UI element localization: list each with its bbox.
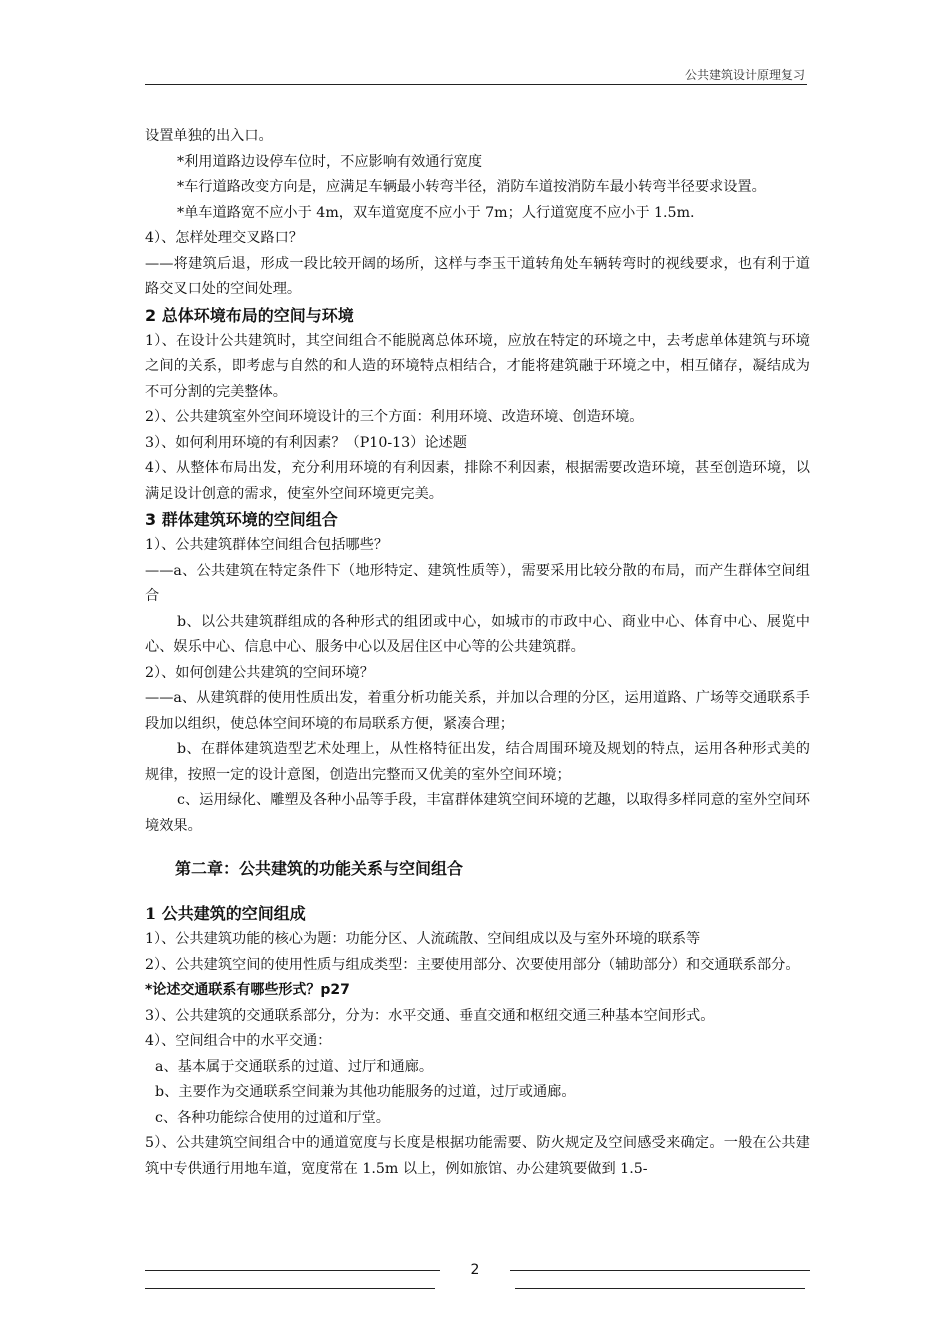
question-heading: *论述交通联系有哪些形式？p27: [145, 982, 350, 998]
section-heading: 2 总体环境布局的空间与环境: [145, 305, 354, 325]
paragraph: 1）、公共建筑群体空间组合包括哪些？: [145, 537, 389, 553]
paragraph: 4）、从整体布局出发，充分利用环境的有利因素，排除不利因素，根据需要改造环境，甚至创造环境，以满足设计创意的需求，使室外空间环境更完美。: [145, 460, 810, 502]
document-body: [145, 124, 810, 1182]
running-header: 公共建筑设计原理复习: [684, 68, 805, 82]
paragraph: 3）、如何利用环境的有利因素？（P10-13）论述题: [145, 434, 467, 451]
paragraph: b、以公共建筑群组成的各种形式的组团或中心，如城市的市政中心、商业中心、体育中心、展览中心、娱乐中心、信息中心、服务中心以及居住区中心等的公共建筑群。: [145, 613, 810, 655]
section-heading: 1 公共建筑的空间组成: [145, 904, 306, 923]
header-rule: [145, 84, 807, 85]
paragraph: 1）、在设计公共建筑时，其空间组合不能脱离总体环境，应放在特定的环境之中，去考虑单体建筑与环境之间的关系，即考虑与自然的和人造的环境特点相结合，才能将建筑融于环境之中，相互储存，凝结成为不可分割的完美整体。: [145, 332, 810, 400]
paragraph: 4）、怎样处理交叉路口？: [145, 230, 303, 246]
paragraph: *车行道路改变方向是，应满足车辆最小转弯半径，消防车道按消防车最小转弯半径要求设置。: [177, 179, 766, 195]
paragraph: *利用道路边设停车位时，不应影响有效通行宽度: [177, 153, 483, 170]
page-number: 2: [470, 1262, 480, 1278]
paragraph: 1）、公共建筑功能的核心为题：功能分区、人流疏散、空间组成以及与室外环境的联系等: [145, 931, 701, 947]
paragraph: ——a、从建筑群的使用性质出发，着重分析功能关系，并加以合理的分区，运用道路、广场等交通联系手段加以组织，使总体空间环境的布局联系方便，紧凑合理；: [145, 690, 810, 732]
chapter-title: 第二章：公共建筑的功能关系与空间组合: [175, 859, 464, 878]
list-item: b、主要作为交通联系空间兼为其他功能服务的过道，过厅或通廊。: [155, 1084, 576, 1100]
paragraph: c、运用绿化、雕塑及各种小品等手段，丰富群体建筑空间环境的艺趣，以取得多样同意的室外空间环境效果。: [145, 792, 810, 834]
list-item: c、各种功能综合使用的过道和厅堂。: [155, 1109, 390, 1126]
footer-rule: [510, 1270, 810, 1271]
section-heading: 3 群体建筑环境的空间组合: [145, 510, 338, 529]
paragraph: 设置单独的出入口。: [145, 128, 273, 144]
list-item: a、基本属于交通联系的过道、过厅和通廊。: [155, 1058, 434, 1075]
paragraph: *单车道路宽不应小于 4m，双车道宽度不应小于 7m；人行道宽度不应小于 1.5m.: [177, 204, 695, 221]
paragraph: b、在群体建筑造型艺术处理上，从性格特征出发，结合周围环境及规划的特点，运用各种形式美的规律，按照一定的设计意图，创造出完整而又优美的室外空间环境；: [145, 741, 810, 783]
paragraph: 4）、空间组合中的水平交通：: [145, 1033, 332, 1049]
footer-rule: [145, 1270, 440, 1271]
footer-rule: [145, 1288, 435, 1289]
paragraph: 3）、公共建筑的交通联系部分，分为：水平交通、垂直交通和枢纽交通三种基本空间形式。: [145, 1007, 715, 1024]
paragraph: 2）、公共建筑空间的使用性质与组成类型：主要使用部分、次要使用部分（辅助部分）和交通联系部分。: [145, 956, 800, 973]
paragraph: 5）、公共建筑空间组合中的通道宽度与长度是根据功能需要、防火规定及空间感受来确定。一般在公共建筑中专供通行用地车道，宽度常在 1.5m 以上，例如旅馆、办公建筑要做到 1.5-: [145, 1135, 810, 1177]
paragraph: 2）、公共建筑室外空间环境设计的三个方面：利用环境、改造环境、创造环境。: [145, 409, 644, 425]
paragraph: ——将建筑后退，形成一段比较开阔的场所，这样与李玉干道转角处车辆转弯时的视线要求，也有利于道路交叉口处的空间处理。: [145, 255, 810, 297]
page-footer: [135, 1262, 815, 1302]
paragraph: 2）、如何创建公共建筑的空间环境？: [145, 664, 374, 681]
footer-rule: [515, 1288, 805, 1289]
paragraph: ——a、公共建筑在特定条件下（地形特定、建筑性质等），需要采用比较分散的布局，而产生群体空间组合: [145, 562, 810, 604]
